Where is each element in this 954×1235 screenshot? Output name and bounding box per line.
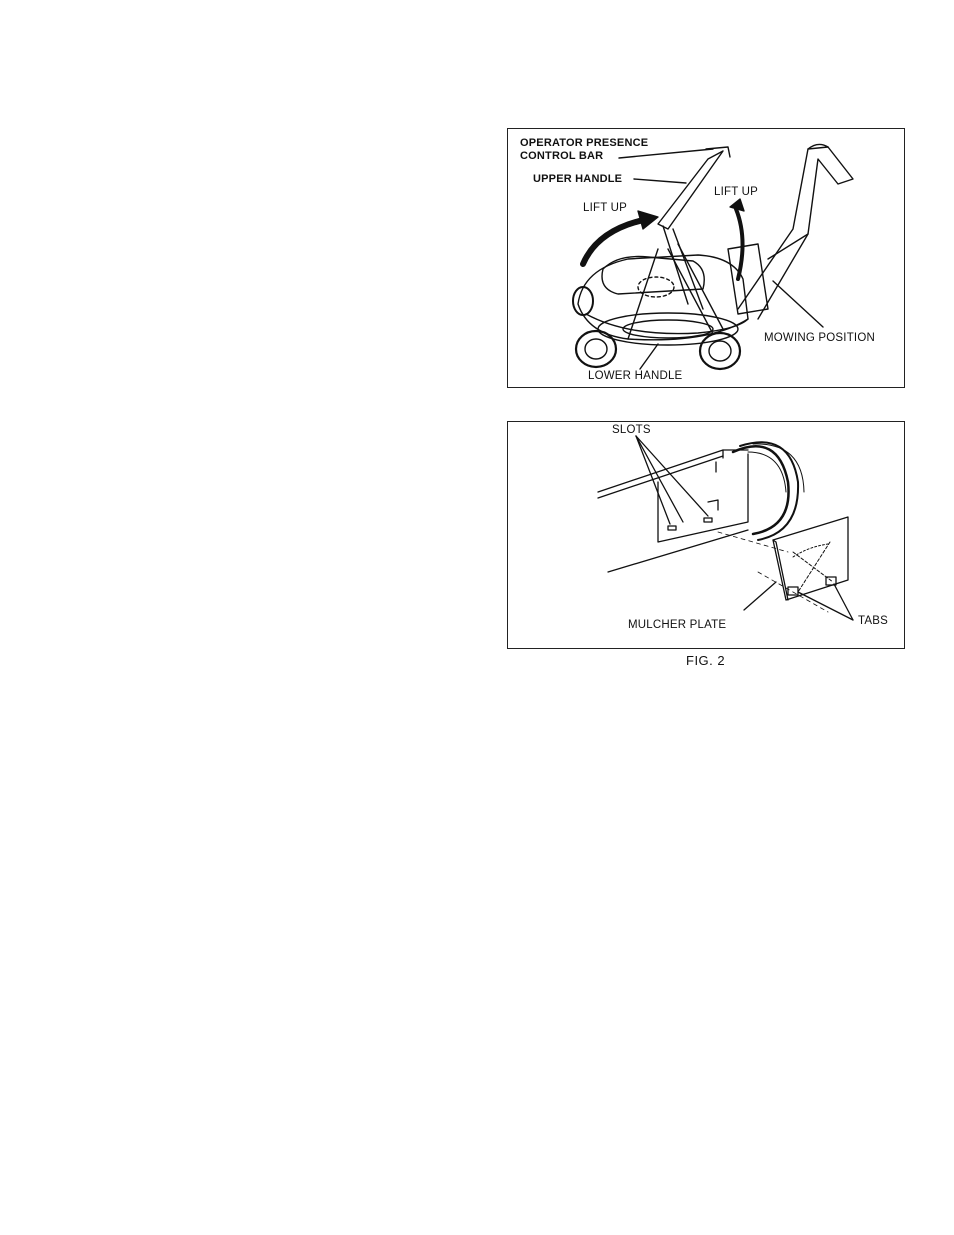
- lift-up-left-label: LIFT UP: [583, 202, 628, 214]
- front-wheel-right: [700, 333, 740, 369]
- lift-up-arrow-left: [583, 219, 648, 264]
- operator-presence-label-line1: OPERATOR PRESENCE: [520, 137, 649, 149]
- rear-wheel: [733, 442, 804, 540]
- deck-edge: [598, 450, 748, 492]
- front-wheel-left: [576, 331, 616, 367]
- lift-up-right-label: LIFT UP: [714, 186, 759, 198]
- upper-handle-label: UPPER HANDLE: [533, 173, 623, 185]
- mower-handle-figure: [507, 128, 905, 388]
- figure-caption: FIG. 2: [686, 653, 726, 668]
- lift-up-arrow-right: [736, 209, 743, 279]
- mulcher-plate-illustration: [508, 422, 906, 650]
- mulcher-plate-figure: [507, 421, 905, 649]
- mulcher-plate: [773, 517, 848, 600]
- mulcher-plate-label: MULCHER PLATE: [628, 619, 727, 631]
- slots-label: SLOTS: [612, 424, 651, 436]
- mowing-position-label: MOWING POSITION: [764, 332, 875, 344]
- tabs-label: TABS: [858, 615, 888, 627]
- mower-handle-illustration: [508, 129, 906, 389]
- lower-handle-label: LOWER HANDLE: [588, 370, 683, 382]
- mowing-position-handle: [738, 147, 853, 319]
- slot-right: [704, 518, 712, 522]
- operator-presence-bar: [706, 147, 730, 157]
- slot-left: [668, 526, 676, 530]
- operator-presence-label-line2: CONTROL BAR: [520, 150, 604, 162]
